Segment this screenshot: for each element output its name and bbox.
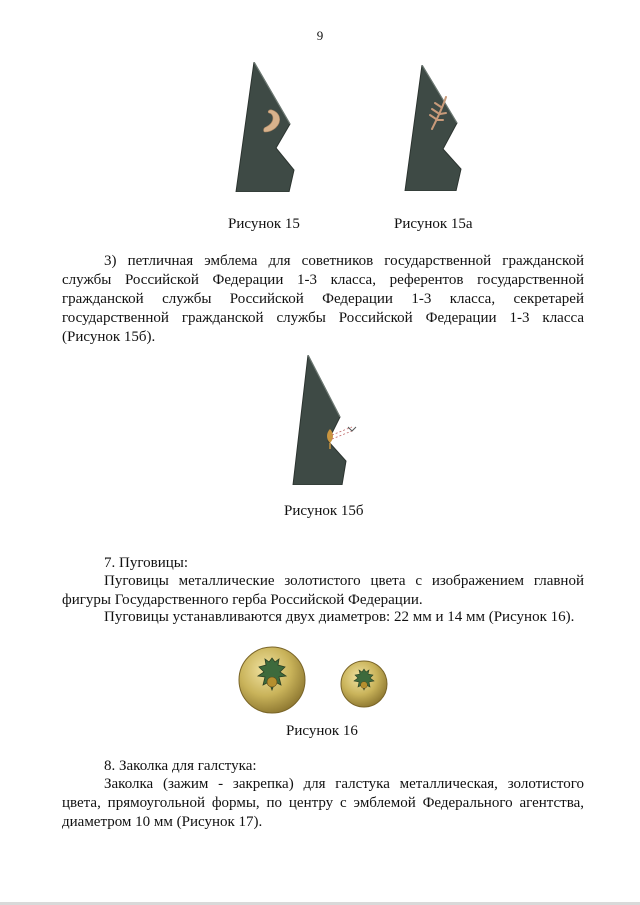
- item-3-paragraph: 3) петличная эмблема для советников государственной гражданской службы Российской Федерации 1-3 класса, референтов государственной гражданской службы Российской Федерации 1-3 класса, секретарей государственной гражданской службы Российской Федерации 1-3 класса (Рисунок 15б).: [62, 253, 584, 345]
- section-7-heading: 7. Пуговицы:: [104, 555, 188, 571]
- section-7-paragraph-1: Пуговицы металлические золотистого цвета с изображением главной фигуры Государственного герба Российской Федерации.: [62, 573, 584, 608]
- figure-15a-caption: Рисунок 15а: [394, 216, 473, 232]
- section-7-paragraph-2: Пуговицы устанавливаются двух диаметров: 22 мм и 14 мм (Рисунок 16).: [104, 609, 575, 625]
- section-8-paragraph-1: Заколка (зажим - закрепка) для галстука металлическая, золотистого цвета, прямоугольной формы, по центру с эмблемой Федерального агентства, диаметром 10 мм (Рисунок 17).: [62, 776, 584, 830]
- figure-16-buttons-image: [236, 644, 396, 716]
- small-button-14mm: [341, 661, 387, 707]
- large-button-22mm: [239, 647, 305, 713]
- page-number: 9: [316, 28, 324, 43]
- figure-16-caption: Рисунок 16: [286, 723, 358, 739]
- figure-15-caption: Рисунок 15: [228, 216, 300, 232]
- figure-15-collar-image: [232, 62, 298, 192]
- figure-15b-collar-image: [290, 355, 362, 485]
- figure-15a-collar-image: [402, 65, 464, 191]
- section-8-heading: 8. Заколка для галстука:: [104, 758, 257, 774]
- figure-15b-caption: Рисунок 15б: [284, 503, 364, 519]
